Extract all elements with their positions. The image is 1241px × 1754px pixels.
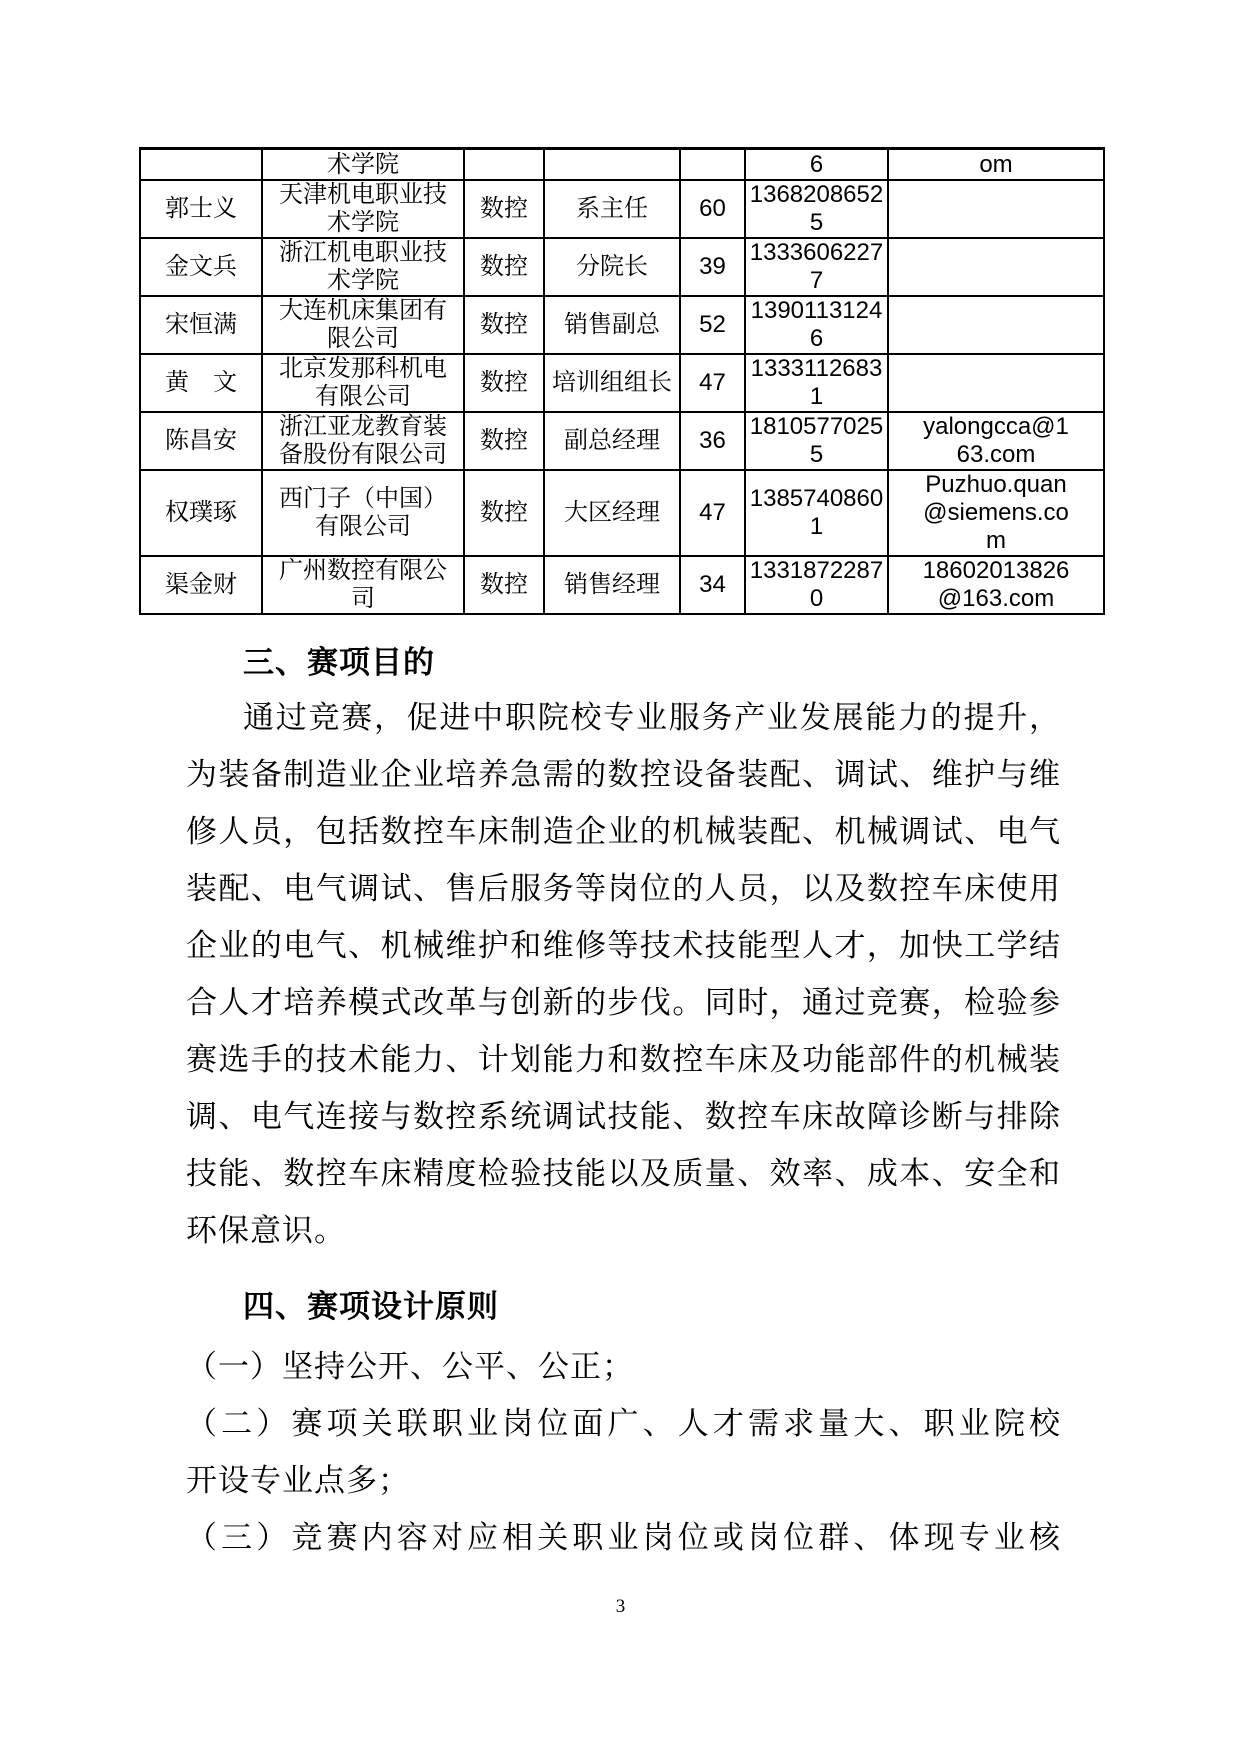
cell-phone: 13331126831: [745, 354, 888, 412]
cell-position: 分院长: [544, 238, 680, 296]
table-row: [140, 470, 1104, 556]
table-row: [140, 180, 1104, 238]
cell-phone: 13682086525: [745, 180, 888, 238]
text-line: 环保意识。: [186, 1213, 346, 1248]
cell-age: 39: [680, 238, 745, 296]
table-row: [140, 354, 1104, 412]
cell-position: 大区经理: [544, 470, 680, 556]
cell-org: 浙江机电职业技术学院: [262, 238, 464, 296]
cell-name: 黄 文: [140, 354, 262, 412]
section3-heading: 三、赛项目的: [243, 645, 435, 680]
cell-email: Puzhuo.quan@siemens.com: [888, 470, 1104, 556]
cell-age: 34: [680, 556, 745, 614]
cell-org: 天津机电职业技术学院: [262, 180, 464, 238]
cell-major: 数控: [464, 470, 544, 556]
text-line: 赛选手的技术能力、计划能力和数控车床及功能部件的机械装: [186, 1042, 1060, 1077]
cell-phone: 13857408601: [745, 470, 888, 556]
cell-phone: 13318722870: [745, 556, 888, 614]
cell-position: [544, 149, 680, 181]
cell-org: 西门子（中国）有限公司: [262, 470, 464, 556]
cell-position: 培训组组长: [544, 354, 680, 412]
cell-major: 数控: [464, 180, 544, 238]
table-row: [140, 296, 1104, 354]
text-line: 修人员，包括数控车床制造企业的机械装配、机械调试、电气: [186, 814, 1060, 849]
section4-items: [186, 1338, 1060, 1566]
cell-email: [888, 296, 1104, 354]
cell-phone: 13336062277: [745, 238, 888, 296]
cell-age: 36: [680, 412, 745, 470]
cell-org: 浙江亚龙教育装备股份有限公司: [262, 412, 464, 470]
cell-email: om: [888, 149, 1104, 181]
section3-paragraph: [186, 689, 1060, 1259]
cell-email: yalongcca@163.com: [888, 412, 1104, 470]
cell-name: 金文兵: [140, 238, 262, 296]
experts-table-body: [140, 149, 1104, 615]
cell-name: 渠金财: [140, 556, 262, 614]
text-line: 通过竞赛，促进中职院校专业服务产业发展能力的提升，: [243, 700, 1060, 735]
text-line: （一）坚持公开、公平、公正；: [186, 1349, 634, 1384]
table-row: [140, 412, 1104, 470]
cell-email: [888, 354, 1104, 412]
table-row-continuation: [140, 149, 1104, 181]
cell-phone: 13901131246: [745, 296, 888, 354]
text-line: 企业的电气、机械维护和维修等技术技能型人才，加快工学结: [186, 928, 1060, 963]
table-row: [140, 556, 1104, 614]
cell-org: 广州数控有限公司: [262, 556, 464, 614]
cell-age: [680, 149, 745, 181]
cell-major: 数控: [464, 556, 544, 614]
section4-heading: 四、赛项设计原则: [243, 1289, 499, 1324]
cell-org: 北京发那科机电有限公司: [262, 354, 464, 412]
cell-name: [140, 149, 262, 181]
text-line: 为装备制造业企业培养急需的数控设备装配、调试、维护与维: [186, 757, 1060, 792]
cell-name: 陈昌安: [140, 412, 262, 470]
text-line: 技能、数控车床精度检验技能以及质量、效率、成本、安全和: [186, 1156, 1060, 1191]
cell-email: [888, 238, 1104, 296]
cell-age: 47: [680, 354, 745, 412]
table-row: [140, 238, 1104, 296]
cell-name: 宋恒满: [140, 296, 262, 354]
cell-position: 销售副总: [544, 296, 680, 354]
cell-position: 副总经理: [544, 412, 680, 470]
cell-org: 大连机床集团有限公司: [262, 296, 464, 354]
cell-major: 数控: [464, 354, 544, 412]
cell-age: 60: [680, 180, 745, 238]
cell-email: [888, 180, 1104, 238]
cell-name: 郭士义: [140, 180, 262, 238]
experts-table: [139, 147, 1105, 615]
cell-age: 47: [680, 470, 745, 556]
text-line: 合人才培养模式改革与创新的步伐。同时，通过竞赛，检验参: [186, 985, 1060, 1020]
cell-major: 数控: [464, 412, 544, 470]
text-line: （三）竞赛内容对应相关职业岗位或岗位群、体现专业核: [186, 1520, 1060, 1555]
cell-phone: 18105770255: [745, 412, 888, 470]
text-line: 开设专业点多；: [186, 1463, 410, 1498]
cell-phone: 6: [745, 149, 888, 181]
cell-email: 18602013826@163.com: [888, 556, 1104, 614]
text-line: 装配、电气调试、售后服务等岗位的人员，以及数控车床使用: [186, 871, 1060, 906]
page-number: 3: [615, 1596, 626, 1617]
cell-org: 术学院: [262, 149, 464, 181]
cell-age: 52: [680, 296, 745, 354]
cell-position: 销售经理: [544, 556, 680, 614]
cell-name: 权璞琢: [140, 470, 262, 556]
cell-major: 数控: [464, 238, 544, 296]
cell-major: 数控: [464, 296, 544, 354]
cell-major: [464, 149, 544, 181]
text-line: （二）赛项关联职业岗位面广、人才需求量大、职业院校: [186, 1406, 1060, 1441]
cell-position: 系主任: [544, 180, 680, 238]
text-line: 调、电气连接与数控系统调试技能、数控车床故障诊断与排除: [186, 1099, 1060, 1134]
